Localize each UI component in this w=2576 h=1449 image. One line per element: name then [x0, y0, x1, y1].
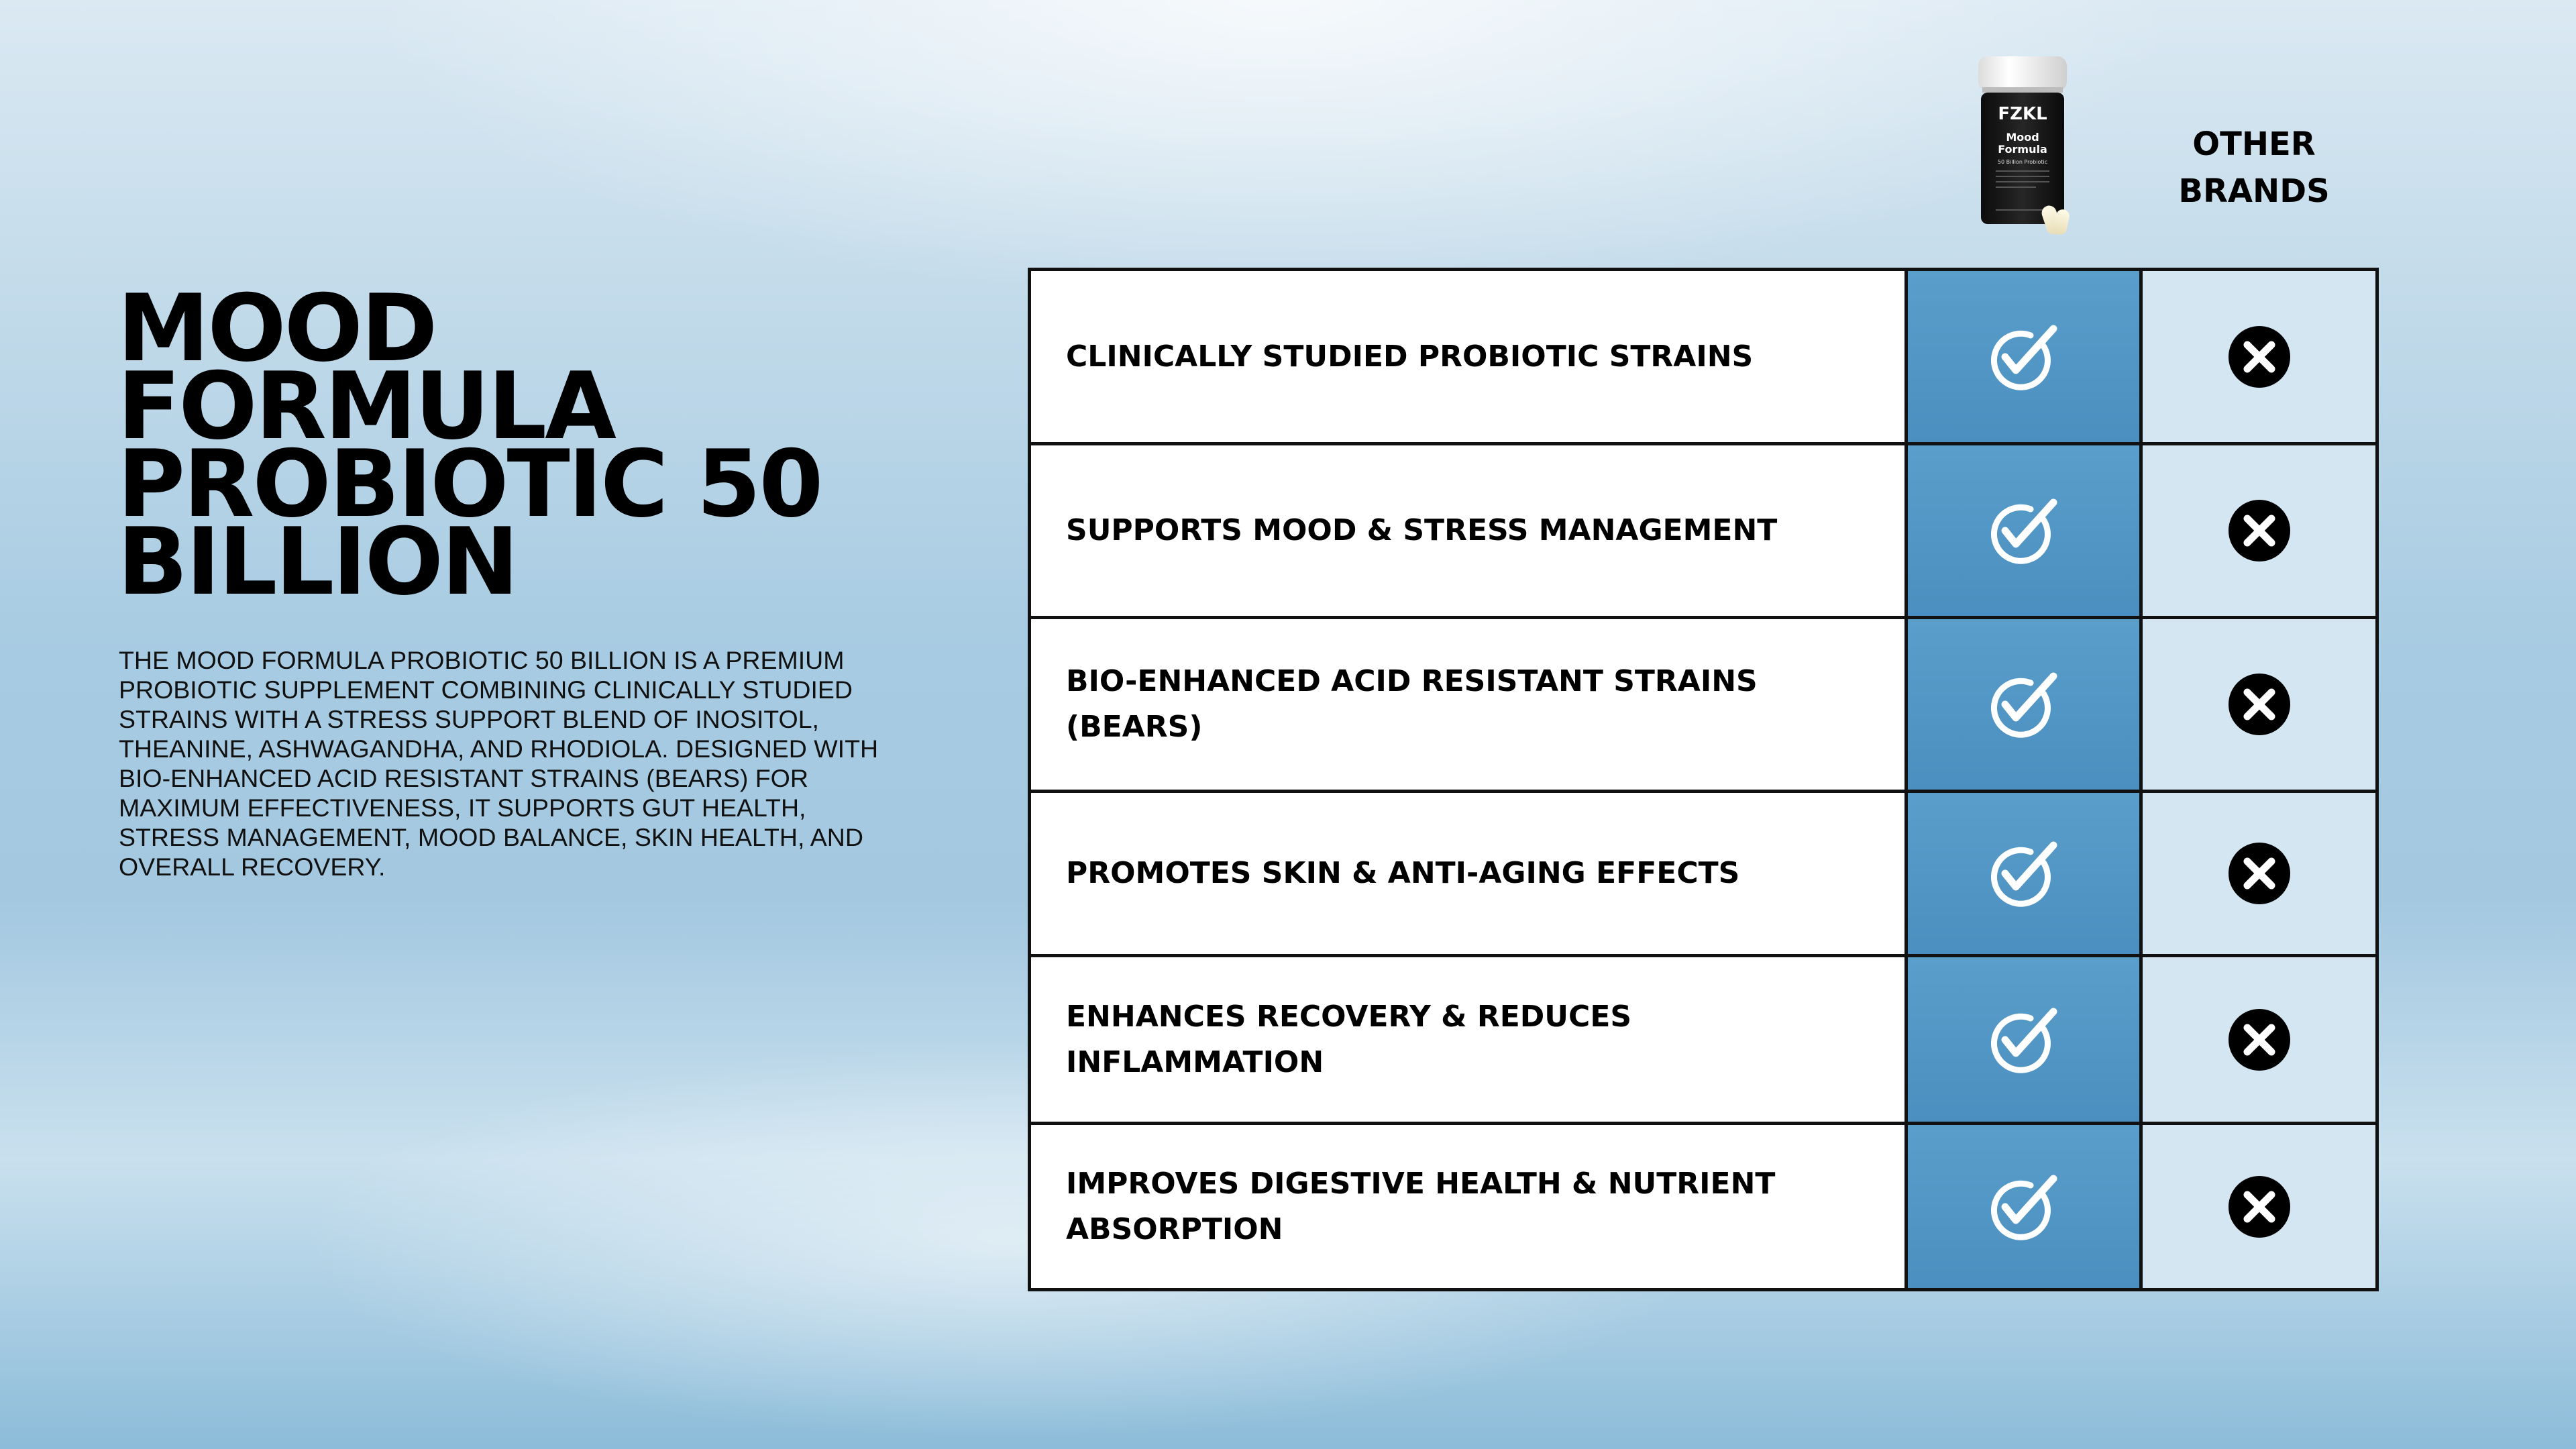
- feature-line: SUPPORTS MOOD & STRESS MANAGEMENT: [1066, 513, 1778, 547]
- product-description: THE MOOD FORMULA PROBIOTIC 50 BILLION IS A PREMIUM PROBIOTIC SUPPLEMENT COMBINING CLINICALLY STUDIED STRAINS WITH A STRESS SUPPORT BLEND OF INOSITOL, THEANINE, ASHWAGANDHA, AND RHODIOLA. DESIGNED WITH BIO-ENHANCED ACID RESISTANT STRAINS (BEARS) FOR MAXIMUM EFFECTIVENESS, IT SUPPORTS GUT HEALTH, STRESS MANAGEMENT, MOOD BALANCE, SKIN HEALTH, AND OVERALL RECOVERY.: [119, 646, 879, 881]
- check-icon: [1986, 1005, 2061, 1075]
- check-icon: [1986, 669, 2061, 739]
- bottle-subtitle: 50 Billion Probiotic: [1997, 159, 2048, 165]
- feature-label: [1066, 659, 1758, 750]
- other-brands-line: BRANDS: [2178, 172, 2330, 210]
- check-icon: [1986, 322, 2061, 392]
- x-icon: [2228, 842, 2291, 905]
- x-icon: [2228, 1175, 2291, 1238]
- other-cell: [2143, 619, 2375, 790]
- check-icon: [1986, 839, 2061, 908]
- title-line: BILLION: [117, 508, 517, 616]
- bottle-brand: FZKL: [1998, 104, 2047, 124]
- feature-line: CLINICALLY STUDIED PROBIOTIC STRAINS: [1066, 339, 1754, 374]
- comparison-table: [1028, 268, 2379, 1291]
- comparison-row: [1031, 1125, 2375, 1288]
- ours-cell: [1908, 1125, 2143, 1288]
- feature-label: [1066, 334, 1753, 380]
- check-icon: [1986, 496, 2061, 566]
- feature-line: ENHANCES RECOVERY & REDUCES: [1066, 999, 1632, 1034]
- comparison-row: [1031, 445, 2375, 619]
- comparison-row: [1031, 793, 2375, 957]
- feature-cell: [1031, 957, 1908, 1122]
- feature-cell: [1031, 1125, 1908, 1288]
- other-brands-line: OTHER: [2192, 125, 2316, 163]
- page-title: [117, 274, 922, 616]
- title-line: MOOD: [117, 274, 436, 382]
- feature-label: [1066, 994, 1631, 1085]
- feature-cell: [1031, 271, 1908, 442]
- feature-label: [1066, 1161, 1775, 1252]
- title-line: PROBIOTIC 50: [117, 430, 822, 538]
- ours-cell: [1908, 619, 2143, 790]
- other-cell: [2143, 271, 2375, 442]
- feature-line: IMPROVES DIGESTIVE HEALTH & NUTRIENT: [1066, 1166, 1776, 1201]
- comparison-row: [1031, 619, 2375, 793]
- title-line: FORMULA: [117, 352, 614, 460]
- ours-cell: [1908, 793, 2143, 954]
- feature-cell: [1031, 793, 1908, 954]
- other-cell: [2143, 445, 2375, 616]
- x-icon: [2228, 325, 2291, 388]
- other-cell: [2143, 1125, 2375, 1288]
- comparison-row: [1031, 271, 2375, 445]
- feature-cell: [1031, 619, 1908, 790]
- other-cell: [2143, 793, 2375, 954]
- feature-line: PROMOTES SKIN & ANTI-AGING EFFECTS: [1066, 856, 1740, 890]
- other-brands-header: [2140, 121, 2368, 215]
- x-icon: [2228, 673, 2291, 736]
- feature-label: [1066, 851, 1739, 896]
- x-icon: [2228, 499, 2291, 562]
- feature-label: [1066, 508, 1777, 553]
- bottle-name-line: Formula: [1998, 143, 2047, 156]
- other-cell: [2143, 957, 2375, 1122]
- feature-line: ABSORPTION: [1066, 1212, 1283, 1246]
- feature-line: INFLAMMATION: [1066, 1044, 1324, 1079]
- comparison-row: [1031, 957, 2375, 1125]
- ours-cell: [1908, 271, 2143, 442]
- ours-cell: [1908, 957, 2143, 1122]
- x-icon: [2228, 1008, 2291, 1071]
- feature-line: BIO-ENHANCED ACID RESISTANT STRAINS: [1066, 664, 1758, 698]
- product-bottle-image: [1976, 55, 2076, 236]
- check-icon: [1986, 1172, 2061, 1242]
- feature-cell: [1031, 445, 1908, 616]
- feature-line: (BEARS): [1066, 710, 1203, 744]
- product-bottle-icon: [1976, 55, 2076, 236]
- bottle-name-line: Mood: [2006, 131, 2039, 144]
- ours-cell: [1908, 445, 2143, 616]
